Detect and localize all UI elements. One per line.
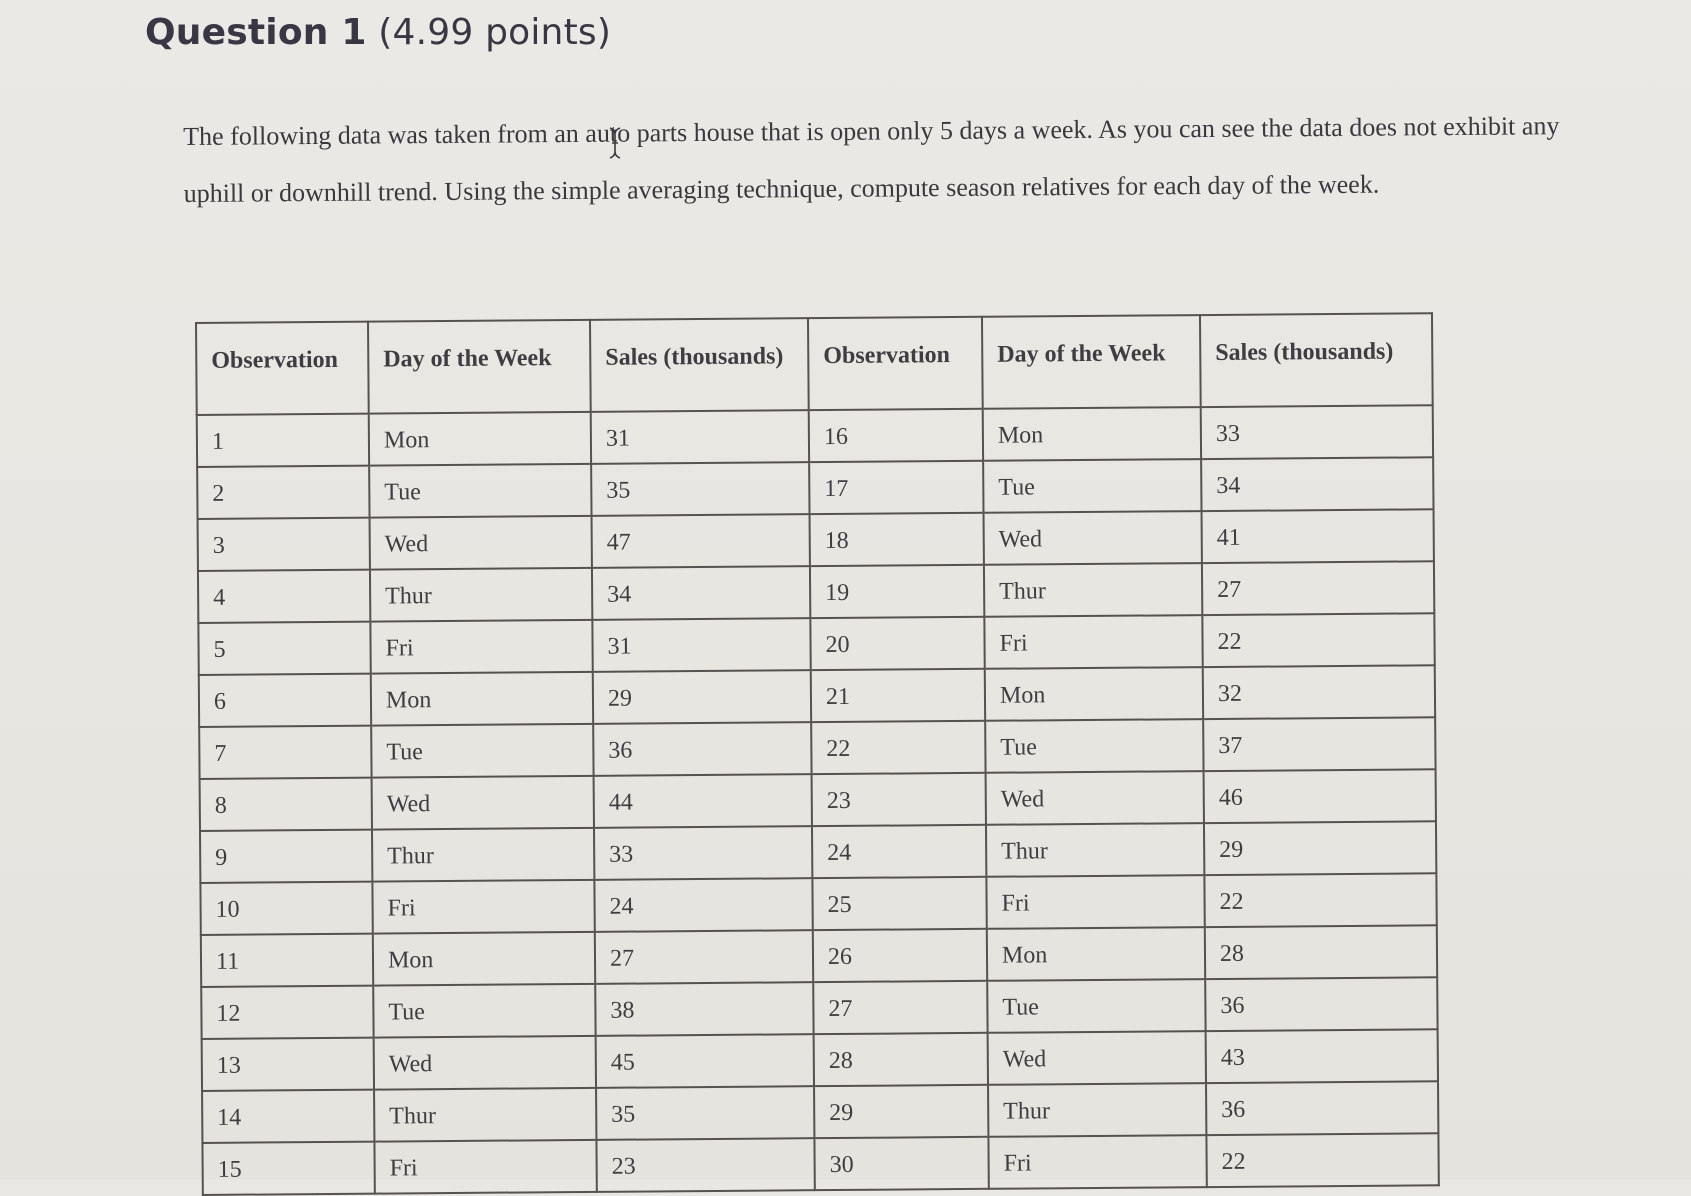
cell-observation-2: 21 (811, 669, 985, 722)
table-row (202, 1133, 1438, 1195)
cell-observation-1: 6 (199, 674, 371, 727)
cell-sales-2: 22 (1204, 873, 1436, 927)
cell-observation-1: 10 (200, 882, 372, 935)
cell-sales-1: 44 (594, 774, 812, 828)
cell-day-2: Wed (984, 511, 1202, 565)
cell-observation-1: 15 (202, 1142, 374, 1195)
cell-observation-2: 17 (809, 461, 983, 514)
cell-day-2: Wed (988, 1031, 1206, 1085)
cell-sales-2: 43 (1206, 1029, 1438, 1083)
cell-sales-1: 34 (592, 566, 810, 620)
cell-day-2: Wed (986, 771, 1204, 825)
cell-day-1: Fri (374, 1140, 596, 1194)
cell-day-1: Wed (370, 516, 592, 570)
cell-sales-2: 29 (1204, 821, 1436, 875)
cell-observation-1: 8 (200, 778, 372, 831)
table-row (197, 405, 1433, 467)
cell-day-1: Fri (372, 880, 594, 934)
cell-sales-1: 36 (593, 722, 811, 776)
header-observation-1: Observation (196, 322, 369, 415)
cell-sales-1: 33 (594, 826, 812, 880)
cell-observation-2: 18 (810, 513, 984, 566)
cell-observation-2: 26 (813, 929, 987, 982)
cell-day-2: Thur (986, 823, 1204, 877)
cell-sales-2: 22 (1206, 1133, 1438, 1187)
cell-sales-2: 37 (1203, 717, 1435, 771)
cell-sales-1: 45 (596, 1034, 814, 1088)
sales-table-container (195, 312, 1440, 1196)
table-row (202, 1029, 1438, 1091)
cell-sales-2: 27 (1202, 561, 1434, 615)
cell-sales-1: 38 (595, 982, 813, 1036)
table-row (197, 457, 1433, 519)
cell-sales-1: 27 (595, 930, 813, 984)
cell-observation-2: 28 (814, 1033, 988, 1086)
cell-observation-1: 13 (202, 1038, 374, 1091)
cell-sales-1: 23 (596, 1138, 814, 1192)
cell-sales-2: 41 (1202, 509, 1434, 563)
cell-day-2: Mon (985, 667, 1203, 721)
cell-day-2: Tue (983, 459, 1201, 513)
question-prompt: The following data was taken from an auto parts house that is open only 5 days a week. As you can see the data does not exhibit any uphill or downhill trend. Using the simple averaging technique, compute season relatives for each day of the week. (183, 111, 1560, 208)
cell-sales-1: 31 (591, 410, 809, 464)
header-observation-2: Observation (808, 317, 983, 410)
cell-observation-2: 23 (812, 773, 986, 826)
cell-day-2: Mon (983, 407, 1201, 461)
table-row (201, 925, 1437, 987)
cell-sales-2: 36 (1206, 1081, 1438, 1135)
cell-observation-2: 19 (810, 565, 984, 618)
cell-observation-1: 1 (197, 414, 369, 467)
cell-sales-1: 24 (594, 878, 812, 932)
cell-sales-1: 35 (596, 1086, 814, 1140)
table-row (198, 509, 1434, 571)
table-row (200, 873, 1436, 935)
cell-observation-2: 16 (809, 409, 983, 462)
cell-day-1: Thur (372, 828, 594, 882)
question-points: (4.99 points) (378, 12, 612, 53)
cell-day-1: Wed (372, 776, 594, 830)
cell-day-1: Mon (371, 672, 593, 726)
cell-day-1: Tue (373, 984, 595, 1038)
cell-sales-2: 36 (1205, 977, 1437, 1031)
cell-observation-2: 22 (811, 721, 985, 774)
cell-sales-1: 29 (593, 670, 811, 724)
cell-day-2: Fri (988, 1135, 1206, 1189)
table-row (202, 1081, 1438, 1143)
cell-day-1: Mon (373, 932, 595, 986)
cell-sales-2: 33 (1201, 405, 1433, 459)
table-body (197, 405, 1439, 1195)
question-title (145, 12, 611, 53)
cell-day-2: Tue (985, 719, 1203, 773)
cell-sales-1: 35 (591, 462, 809, 516)
header-sales-2: Sales (thousands) (1200, 313, 1433, 407)
cell-observation-1: 14 (202, 1090, 374, 1143)
table-header-row (196, 313, 1433, 415)
header-day-2: Day of the Week (982, 315, 1201, 409)
sales-table (195, 312, 1440, 1196)
table-row (198, 613, 1434, 675)
cell-sales-1: 31 (592, 618, 810, 672)
table-row (199, 665, 1435, 727)
cell-observation-1: 11 (201, 934, 373, 987)
cell-day-1: Tue (369, 464, 591, 518)
cell-observation-1: 3 (198, 518, 370, 571)
cell-day-1: Mon (369, 412, 591, 466)
cell-day-1: Wed (374, 1036, 596, 1090)
cell-observation-1: 12 (201, 986, 373, 1039)
cell-day-1: Thur (374, 1088, 596, 1142)
table-row (201, 977, 1437, 1039)
text-cursor-icon (608, 126, 622, 160)
cell-observation-2: 20 (810, 617, 984, 670)
cell-sales-2: 32 (1203, 665, 1435, 719)
cell-sales-1: 47 (592, 514, 810, 568)
table-row (198, 561, 1434, 623)
table-row (199, 717, 1435, 779)
cell-day-2: Thur (988, 1083, 1206, 1137)
cell-day-2: Thur (984, 563, 1202, 617)
cell-observation-1: 9 (200, 830, 372, 883)
cell-observation-2: 24 (812, 825, 986, 878)
cell-observation-2: 29 (814, 1085, 988, 1138)
cell-sales-2: 28 (1205, 925, 1437, 979)
cell-observation-2: 27 (813, 981, 987, 1034)
question-label: Question 1 (145, 12, 367, 53)
cell-day-1: Fri (370, 620, 592, 674)
cell-day-2: Tue (987, 979, 1205, 1033)
cell-day-2: Mon (987, 927, 1205, 981)
cell-day-1: Tue (371, 724, 593, 778)
cell-day-2: Fri (986, 875, 1204, 929)
cell-day-1: Thur (370, 568, 592, 622)
header-sales-1: Sales (thousands) (590, 318, 809, 412)
cell-sales-2: 46 (1204, 769, 1436, 823)
cell-sales-2: 22 (1202, 613, 1434, 667)
cell-observation-2: 25 (812, 877, 986, 930)
header-day-1: Day of the Week (368, 320, 591, 414)
cell-observation-2: 30 (814, 1137, 988, 1190)
cell-observation-1: 4 (198, 570, 370, 623)
cell-observation-1: 2 (197, 466, 369, 519)
cell-observation-1: 7 (199, 726, 371, 779)
cell-observation-1: 5 (198, 622, 370, 675)
cell-day-2: Fri (984, 615, 1202, 669)
cell-sales-2: 34 (1201, 457, 1433, 511)
